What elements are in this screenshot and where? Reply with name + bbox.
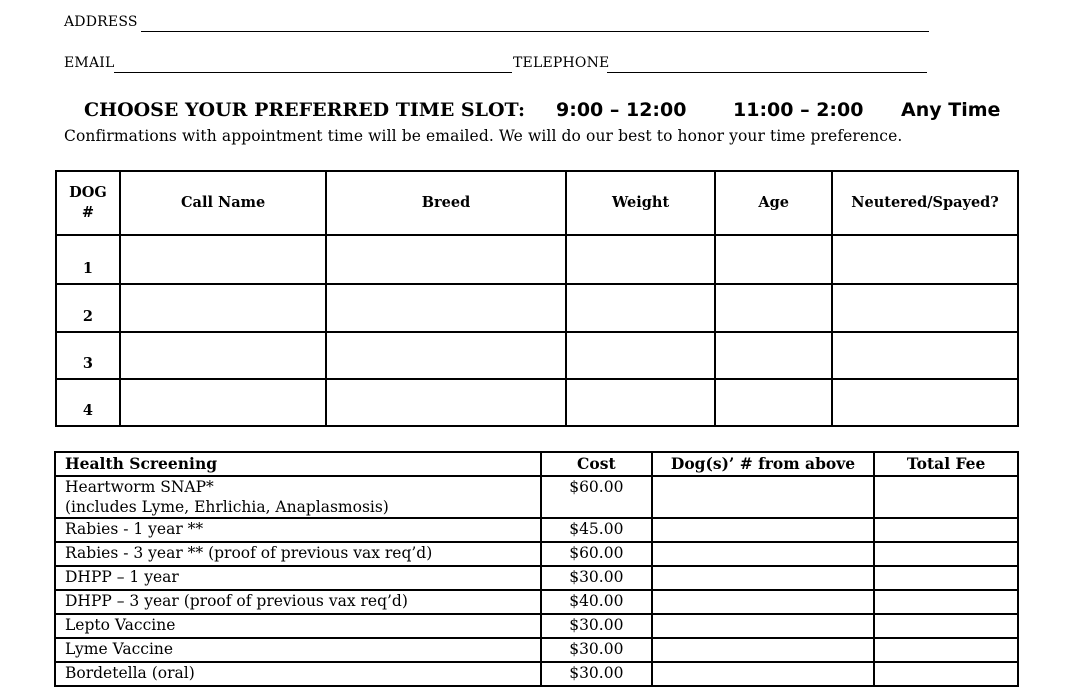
dog-table xyxy=(55,170,1019,427)
dogs-number-cell[interactable] xyxy=(652,614,875,638)
neutered-cell[interactable] xyxy=(832,332,1018,379)
total-fee-cell[interactable] xyxy=(874,590,1018,614)
dog-row xyxy=(56,379,1018,426)
age-cell[interactable] xyxy=(715,235,832,284)
total-fee-cell[interactable] xyxy=(874,476,1018,518)
total-fee-cell[interactable] xyxy=(874,566,1018,590)
service-name: DHPP – 1 year xyxy=(55,566,541,590)
dog-number-header xyxy=(56,171,120,235)
service-name: Bordetella (oral) xyxy=(55,662,541,686)
breed-cell[interactable] xyxy=(326,332,565,379)
call-name-cell[interactable] xyxy=(120,235,326,284)
health-screening-table xyxy=(54,451,1019,687)
call-name-cell[interactable] xyxy=(120,379,326,426)
dog-number: 1 xyxy=(56,235,120,284)
dogs-number-cell[interactable] xyxy=(652,566,875,590)
cost-header: Cost xyxy=(541,452,652,476)
service-name: Lepto Vaccine xyxy=(55,614,541,638)
service-cost: $30.00 xyxy=(541,566,652,590)
table-row xyxy=(55,518,1018,542)
service-name-sub: (includes Lyme, Ehrlichia, Anaplasmosis) xyxy=(65,498,389,516)
dogs-number-header: Dog(s)’ # from above xyxy=(652,452,875,476)
time-slot-option-midday[interactable]: 11:00 – 2:00 xyxy=(733,99,864,121)
age-cell[interactable] xyxy=(715,284,832,332)
table-row xyxy=(55,614,1018,638)
dogs-number-cell[interactable] xyxy=(652,662,875,686)
dog-number: 4 xyxy=(56,379,120,426)
dogs-number-cell[interactable] xyxy=(652,518,875,542)
dogs-number-cell[interactable] xyxy=(652,542,875,566)
dog-number: 2 xyxy=(56,284,120,332)
table-row xyxy=(55,662,1018,686)
total-fee-cell[interactable] xyxy=(874,518,1018,542)
service-name-main: Heartworm SNAP* xyxy=(65,478,214,496)
dogs-number-cell[interactable] xyxy=(652,638,875,662)
breed-cell[interactable] xyxy=(326,379,565,426)
total-fee-cell[interactable] xyxy=(874,638,1018,662)
service-cost: $30.00 xyxy=(541,638,652,662)
time-slot-option-morning[interactable]: 9:00 – 12:00 xyxy=(556,99,687,121)
call-name-cell[interactable] xyxy=(120,284,326,332)
age-header: Age xyxy=(715,171,832,235)
dog-row xyxy=(56,235,1018,284)
service-cost: $60.00 xyxy=(541,542,652,566)
table-row xyxy=(55,590,1018,614)
dog-table-header xyxy=(56,171,1018,235)
time-slot-option-any[interactable]: Any Time xyxy=(901,99,1001,121)
breed-cell[interactable] xyxy=(326,284,565,332)
service-cost: $40.00 xyxy=(541,590,652,614)
neutered-cell[interactable] xyxy=(832,379,1018,426)
neutered-header: Neutered/Spayed? xyxy=(832,171,1018,235)
address-field[interactable] xyxy=(141,31,929,32)
service-cost: $30.00 xyxy=(541,614,652,638)
service-name: Rabies - 1 year ** xyxy=(55,518,541,542)
service-cost: $60.00 xyxy=(541,476,652,518)
dog-number-header-line1: DOG xyxy=(69,184,107,201)
service-name: DHPP – 3 year (proof of previous vax req’d) xyxy=(55,590,541,614)
table-row xyxy=(55,476,1018,518)
dogs-number-cell[interactable] xyxy=(652,476,875,518)
confirmation-note: Confirmations with appointment time will be emailed. We will do our best to honor your time preference. xyxy=(64,127,903,145)
neutered-cell[interactable] xyxy=(832,235,1018,284)
dog-number-header-line2: # xyxy=(81,204,95,221)
call-name-header: Call Name xyxy=(120,171,326,235)
total-fee-cell[interactable] xyxy=(874,542,1018,566)
table-row xyxy=(55,638,1018,662)
telephone-label: TELEPHONE xyxy=(513,55,610,71)
weight-header: Weight xyxy=(566,171,716,235)
weight-cell[interactable] xyxy=(566,284,716,332)
email-label: EMAIL xyxy=(64,55,115,71)
email-field[interactable] xyxy=(114,72,512,73)
total-fee-cell[interactable] xyxy=(874,614,1018,638)
breed-cell[interactable] xyxy=(326,235,565,284)
service-name xyxy=(55,476,541,518)
age-cell[interactable] xyxy=(715,379,832,426)
service-name: Lyme Vaccine xyxy=(55,638,541,662)
service-cost: $30.00 xyxy=(541,662,652,686)
table-row xyxy=(55,542,1018,566)
dogs-number-cell[interactable] xyxy=(652,590,875,614)
total-fee-cell[interactable] xyxy=(874,662,1018,686)
weight-cell[interactable] xyxy=(566,332,716,379)
weight-cell[interactable] xyxy=(566,379,716,426)
dog-row xyxy=(56,332,1018,379)
table-row xyxy=(55,566,1018,590)
service-name: Rabies - 3 year ** (proof of previous vax req’d) xyxy=(55,542,541,566)
dog-number: 3 xyxy=(56,332,120,379)
weight-cell[interactable] xyxy=(566,235,716,284)
neutered-cell[interactable] xyxy=(832,284,1018,332)
total-fee-header: Total Fee xyxy=(874,452,1018,476)
dog-row xyxy=(56,284,1018,332)
breed-header: Breed xyxy=(326,171,565,235)
health-table-header xyxy=(55,452,1018,476)
address-label: ADDRESS xyxy=(64,14,138,30)
telephone-field[interactable] xyxy=(607,72,927,73)
service-cost: $45.00 xyxy=(541,518,652,542)
age-cell[interactable] xyxy=(715,332,832,379)
health-screening-header: Health Screening xyxy=(55,452,541,476)
time-slot-title: CHOOSE YOUR PREFERRED TIME SLOT: xyxy=(84,99,526,121)
call-name-cell[interactable] xyxy=(120,332,326,379)
